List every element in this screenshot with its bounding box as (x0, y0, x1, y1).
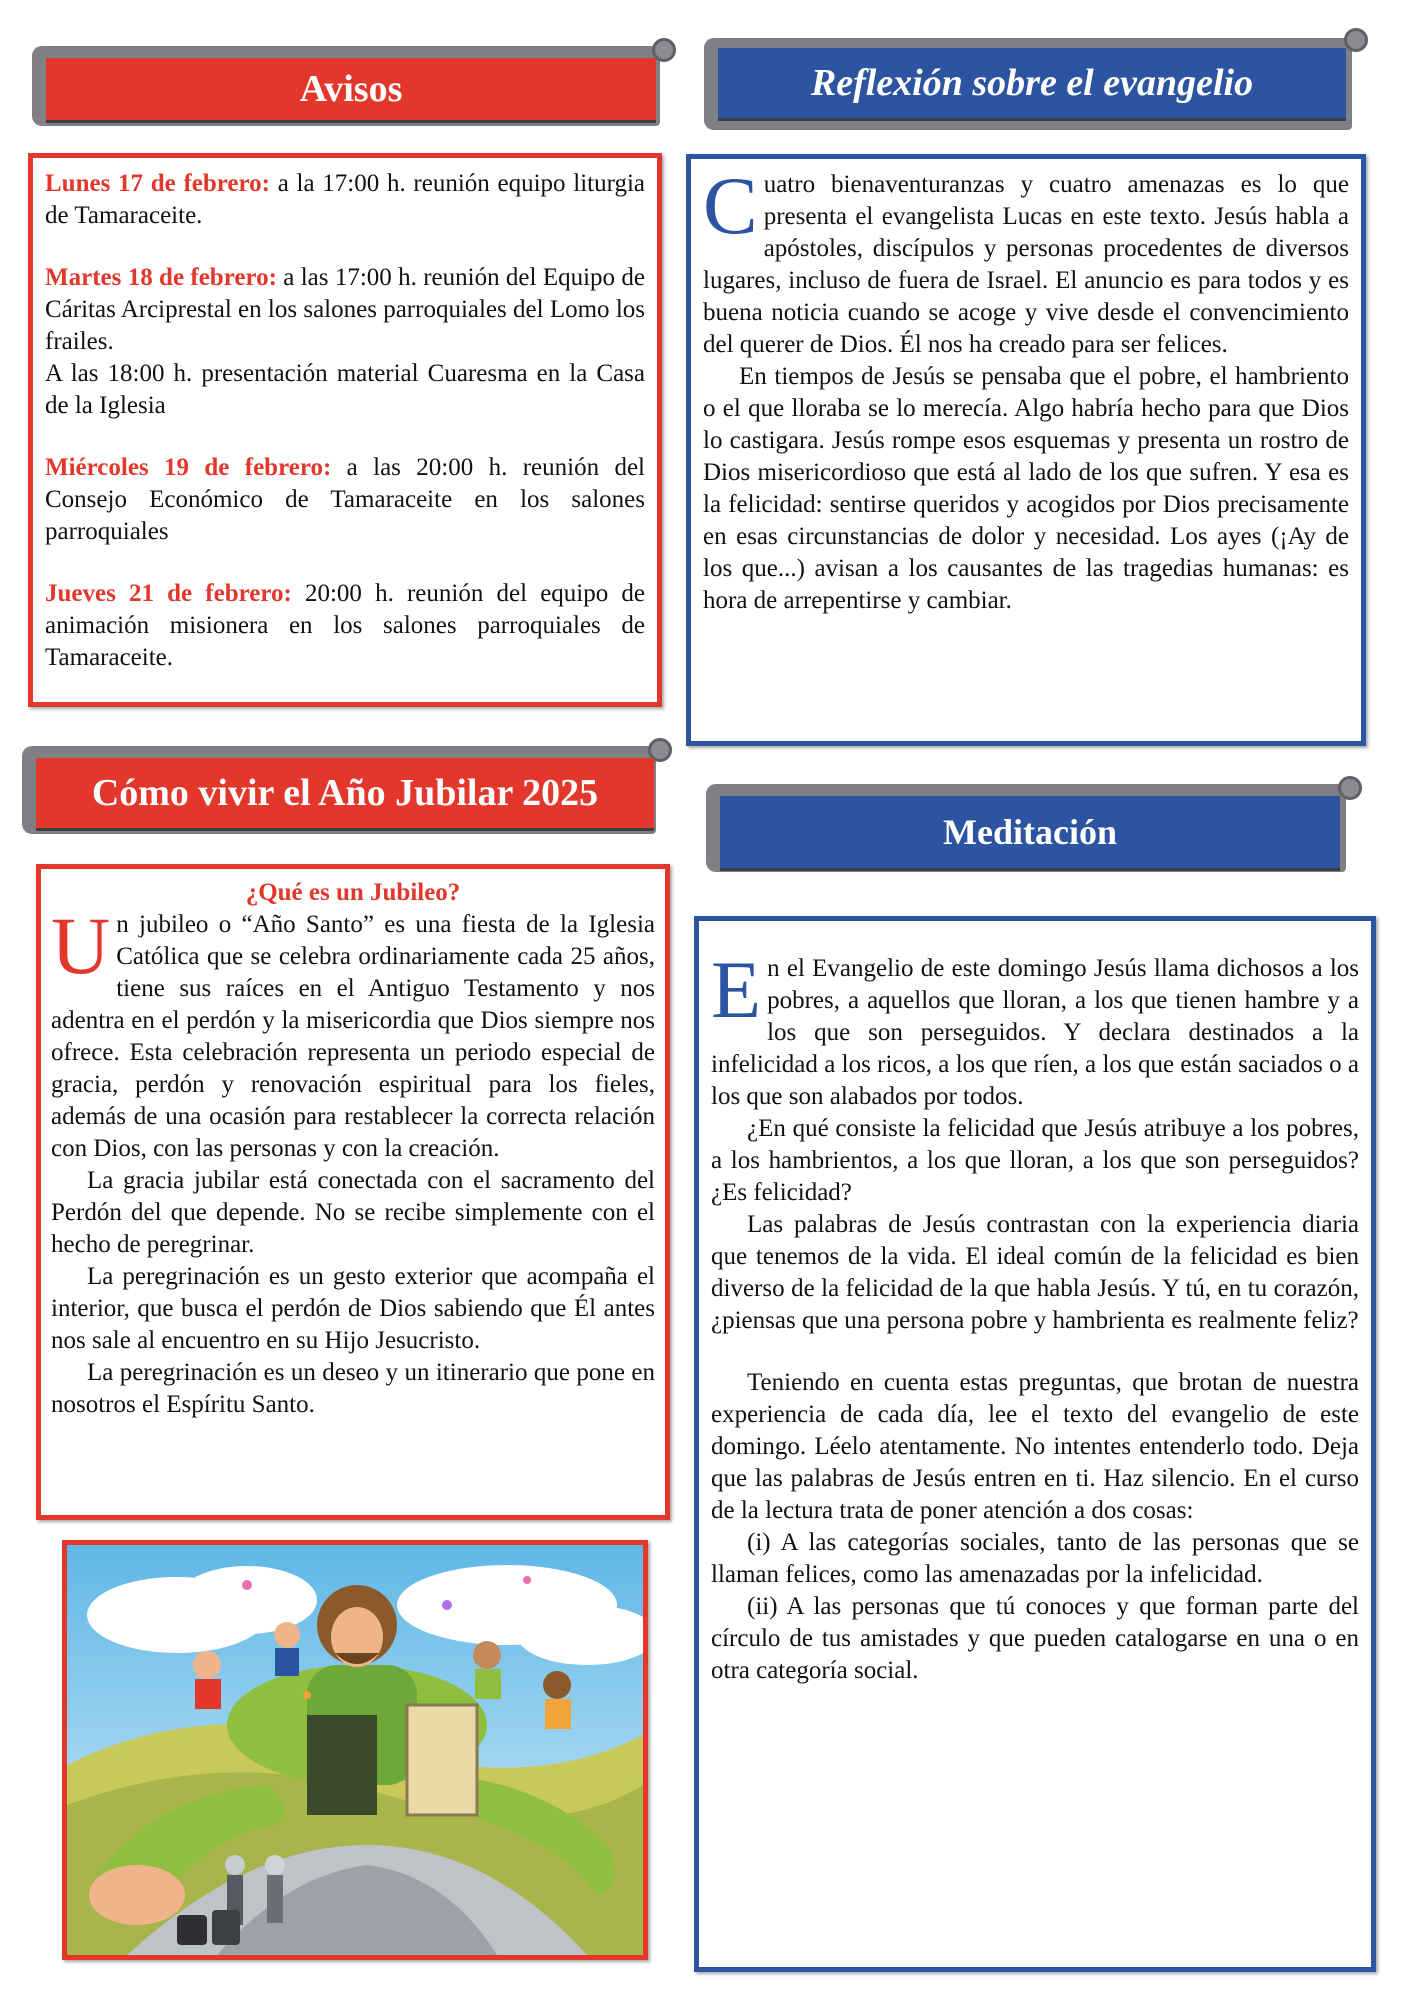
jubilar-banner (22, 738, 666, 838)
aviso-item: Jueves 21 de febrero: 20:00 h. reunión del equipo de animación misionera en los salones parroquiales de Tamaraceite. (45, 580, 645, 671)
reflexion-box (686, 154, 1366, 746)
meditacion-paragraph: Las palabras de Jesús contrastan con la experiencia diaria que tenemos de la vida. El ideal común de la felicidad es bien diverso de la felicidad de la que habla Jesús. Y tú, en tu corazón, ¿piensas que una persona pobre y hambrienta es realmente feliz? (711, 1211, 1359, 1334)
aviso-item-extra: A las 18:00 h. presentación material Cuaresma en la Casa de la Iglesia (45, 360, 645, 419)
reflexion-title: Reflexión sobre el evangelio (810, 62, 1254, 104)
pilgrimage-illustration (62, 1540, 648, 1960)
dropcap-u: U (51, 900, 111, 991)
meditacion-text (711, 944, 1359, 1687)
illustration-drawing (67, 1545, 643, 1955)
aviso-item: Lunes 17 de febrero: a la 17:00 h. reunión equipo liturgia de Tamaraceite. (45, 170, 646, 229)
meditacion-banner (706, 776, 1354, 876)
reflexion-banner (704, 28, 1360, 136)
meditacion-paragraph: (i) A las categorías sociales, tanto de las personas que se llaman felices, como las amenazadas por la infelicidad. (711, 1529, 1359, 1588)
dropcap-c: C (703, 160, 758, 251)
jubilar-paragraph: La peregrinación es un deseo y un itinerario que pone en nosotros el Espíritu Santo. (51, 1359, 655, 1418)
reflexion-text (703, 160, 1349, 617)
avisos-banner (32, 38, 672, 130)
avisos-text (45, 168, 645, 674)
jubilar-paragraph: La peregrinación es un gesto exterior que acompaña el interior, que busca el perdón de Dios sabiendo que Él antes nos sale al encuentro en su Hijo Jesucristo. (51, 1263, 655, 1354)
meditacion-box (694, 916, 1376, 1972)
meditacion-title: Meditación (943, 812, 1117, 852)
jubilar-box (36, 864, 670, 1520)
dropcap-e: E (711, 944, 762, 1035)
meditacion-paragraph: ¿En qué consiste la felicidad que Jesús atribuye a los pobres, a los hambrientos, a los que lloran, a los que son perseguidos? ¿Es felicidad? (711, 1115, 1359, 1206)
jubilar-subtitle: ¿Qué es un Jubileo? (245, 879, 461, 906)
aviso-item: Miércoles 19 de febrero: a las 20:00 h. reunión del Consejo Económico de Tamaraceite en los salones parroquiales (45, 454, 645, 545)
meditacion-paragraph: En el Evangelio de este domingo Jesús llama dichosos a los pobres, a aquellos que lloran, a los que tienen hambre y a los que son perseguidos. Y declara destinados a la infelicidad a los ricos, a los que ríen, a los que están saciados o a los que son alabados por todos. (711, 944, 1359, 1110)
aviso-item: Martes 18 de febrero: a las 17:00 h. reunión del Equipo de Cáritas Arciprestal en los salones parroquiales del Lomo los frailes. (45, 264, 645, 355)
jubilar-paragraph: Un jubileo o “Año Santo” es una fiesta de la Iglesia Católica que se celebra ordinariamente cada 25 años, tiene sus raíces en el Antiguo Testamento y nos adentra en el perdón y la misericordia que Dios siempre nos ofrece. Esta celebración representa un periodo especial de gracia, perdón y renovación espiritual para los fieles, además de una ocasión para restablecer la correcta relación con Dios, con las personas y con la creación. (51, 900, 655, 1162)
avisos-box (28, 153, 662, 707)
jubilar-title: Cómo vivir el Año Jubilar 2025 (91, 772, 599, 814)
meditacion-paragraph: Teniendo en cuenta estas preguntas, que brotan de nuestra experiencia de cada día, lee el texto del evangelio de este domingo. Léelo atentamente. No intentes entenderlo todo. Deja que las palabras de Jesús entren en ti. Haz silencio. En el curso de la lectura trata de poner atención a dos cosas: (711, 1369, 1359, 1524)
avisos-title: Avisos (299, 68, 403, 110)
reflexion-paragraph: En tiempos de Jesús se pensaba que el pobre, el hambriento o el que lloraba se lo merecía. Algo habría hecho para que Dios lo castigara. Jesús rompe esos esquemas y presenta un rostro de Dios misericordioso que está al lado de los que sufren. Y esa es la felicidad: sentirse queridos y acogidos por Dios precisamente en esas circunstancias de dolor y necesidad. Los ayes (¡Ay de los que...) avisan a los causantes de las tragedias humanas: es hora de arrepentirse y cambiar. (703, 363, 1349, 614)
meditacion-paragraph: (ii) A las personas que tú conoces y que forman parte del círculo de tus amistades y que pueden catalogarse en una o en otra categoría social. (711, 1593, 1359, 1684)
jubilar-text (51, 877, 655, 1421)
reflexion-paragraph: Cuatro bienaventuranzas y cuatro amenazas es lo que presenta el evangelista Lucas en este texto. Jesús habla a apóstoles, discípulos y personas procedentes de diversos lugares, incluso de fuera de Israel. El anuncio es para todos y es buena noticia cuando se acoge y vive desde el convencimiento del querer de Dios. Él nos ha creado para ser felices. (703, 160, 1349, 358)
jubilar-paragraph: La gracia jubilar está conectada con el sacramento del Perdón del que depende. No se recibe simplemente con el hecho de peregrinar. (51, 1167, 655, 1258)
